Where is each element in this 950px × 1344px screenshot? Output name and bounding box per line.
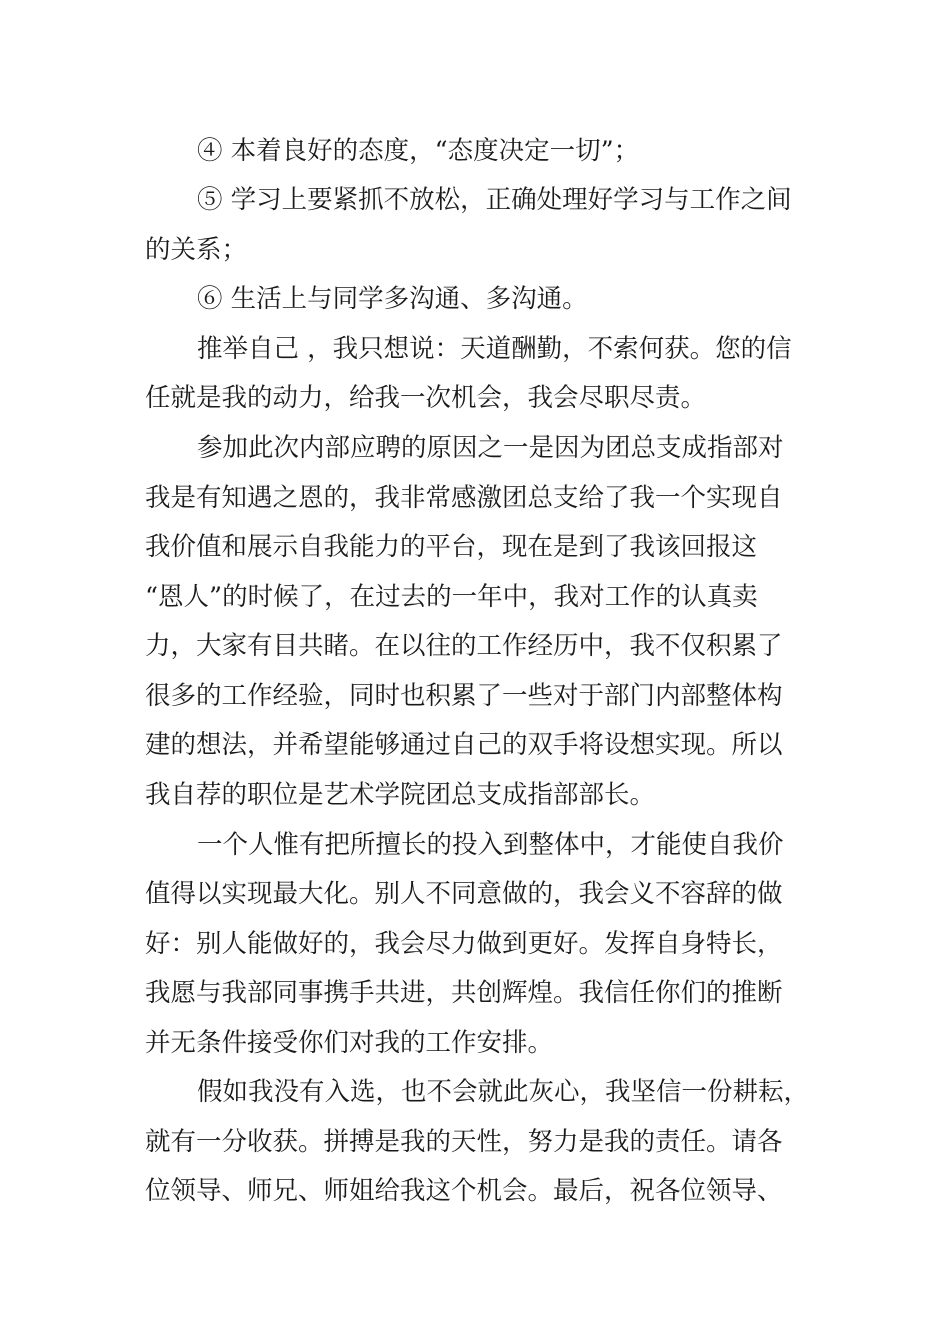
text-line: 很多的工作经验，同时也积累了一些对于部门内部整体构 bbox=[145, 681, 783, 711]
text-line: “恩人”的时候了，在过去的一年中，我对工作的认真卖 bbox=[145, 582, 758, 612]
text-line: 好：别人能做好的，我会尽力做到更好。发挥自身特长， bbox=[145, 929, 783, 959]
text-line: 一个人惟有把所擅长的投入到整体中，才能使自我价 bbox=[197, 830, 784, 860]
text-line: 任就是我的动力，给我一次机会，我会尽职尽责。 bbox=[145, 383, 707, 413]
text-line: 力，大家有目共睹。在以往的工作经历中，我不仅积累了 bbox=[145, 631, 783, 661]
text-line: 我自荐的职位是艺术学院团总支成指部部长。 bbox=[145, 780, 656, 810]
text-line: 假如我没有入选，也不会就此灰心，我坚信一份耕耘， bbox=[197, 1077, 810, 1107]
text-line: 推举自己 ，我只想说：天道酬勤，不索何获。您的信 bbox=[197, 334, 792, 364]
text-line: 并无条件接受你们对我的工作安排。 bbox=[145, 1028, 554, 1058]
text-line: ④ 本着良好的态度，“态度决定一切”； bbox=[197, 136, 640, 166]
text-line: 位领导、师兄、师姐给我这个机会。最后，祝各位领导、 bbox=[145, 1176, 783, 1206]
text-line: 值得以实现最大化。别人不同意做的，我会义不容辞的做 bbox=[145, 879, 783, 909]
text-line: 建的想法，并希望能够通过自己的双手将设想实现。所以 bbox=[145, 730, 783, 760]
text-line: 参加此次内部应聘的原因之一是因为团总支成指部对 bbox=[197, 433, 784, 463]
text-line: 我是有知遇之恩的，我非常感激团总支给了我一个实现自 bbox=[145, 483, 783, 513]
text-line: 我价值和展示自我能力的平台，现在是到了我该回报这 bbox=[145, 532, 758, 562]
text-line: ⑤ 学习上要紧抓不放松，正确处理好学习与工作之间 bbox=[197, 185, 792, 215]
text-line: 我愿与我部同事携手共进，共创辉煌。我信任你们的推断 bbox=[145, 978, 783, 1008]
text-line: 就有一分收获。拼搏是我的天性，努力是我的责任。请各 bbox=[145, 1127, 783, 1157]
text-line: ⑥ 生活上与同学多沟通、多沟通。 bbox=[197, 284, 588, 314]
text-line: 的关系； bbox=[145, 235, 248, 265]
